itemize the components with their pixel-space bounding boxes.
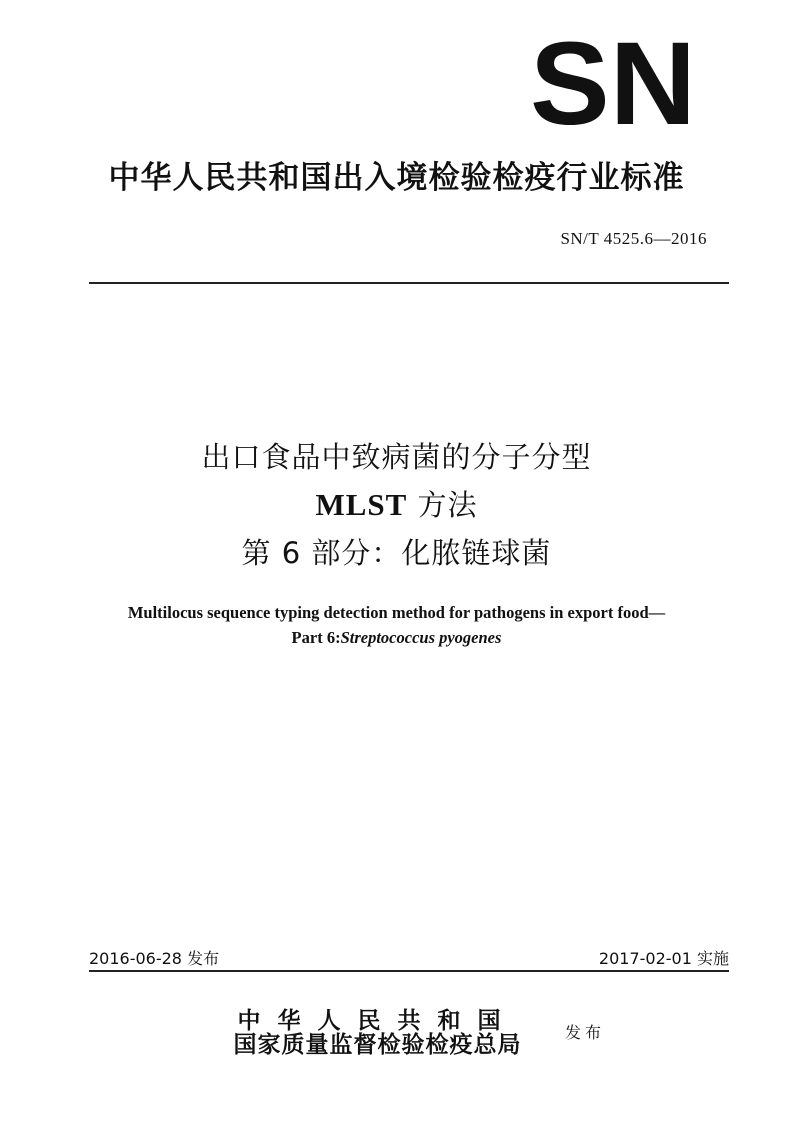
title-method-word: 方法 [417, 488, 478, 522]
title-line-3: 第 6 部分：化脓链球菌 [241, 536, 552, 570]
english-species-name: Streptococcus pyogenes [340, 628, 502, 647]
issuer-line-2: 国家质量监督检验检疫总局 [233, 1031, 522, 1058]
english-part-prefix: Part 6: [291, 628, 341, 647]
issue-action: 发布 [565, 1023, 606, 1042]
sn-logo [528, 36, 698, 132]
title-line-2 [0, 485, 793, 525]
top-divider [89, 282, 729, 284]
issuer-line-1: 中华人民共和国 [237, 1007, 518, 1034]
bottom-divider [89, 970, 729, 972]
issue-date: 2016-06-28 发布 [89, 949, 220, 968]
organization-title: 中华人民共和国出入境检验检疫行业标准 [108, 160, 685, 196]
english-title-line-2 [0, 626, 793, 650]
sn-logo-text: SN [530, 36, 696, 132]
english-title-line-1: Multilocus sequence typing detection method for pathogens in export food— [127, 603, 666, 622]
implementation-date: 2017-02-01 实施 [598, 949, 729, 968]
standard-number: SN/T 4525.6—2016 [560, 229, 707, 248]
title-line-1: 出口食品中致病菌的分子分型 [201, 440, 592, 474]
title-method-abbrev: MLST [315, 487, 408, 522]
